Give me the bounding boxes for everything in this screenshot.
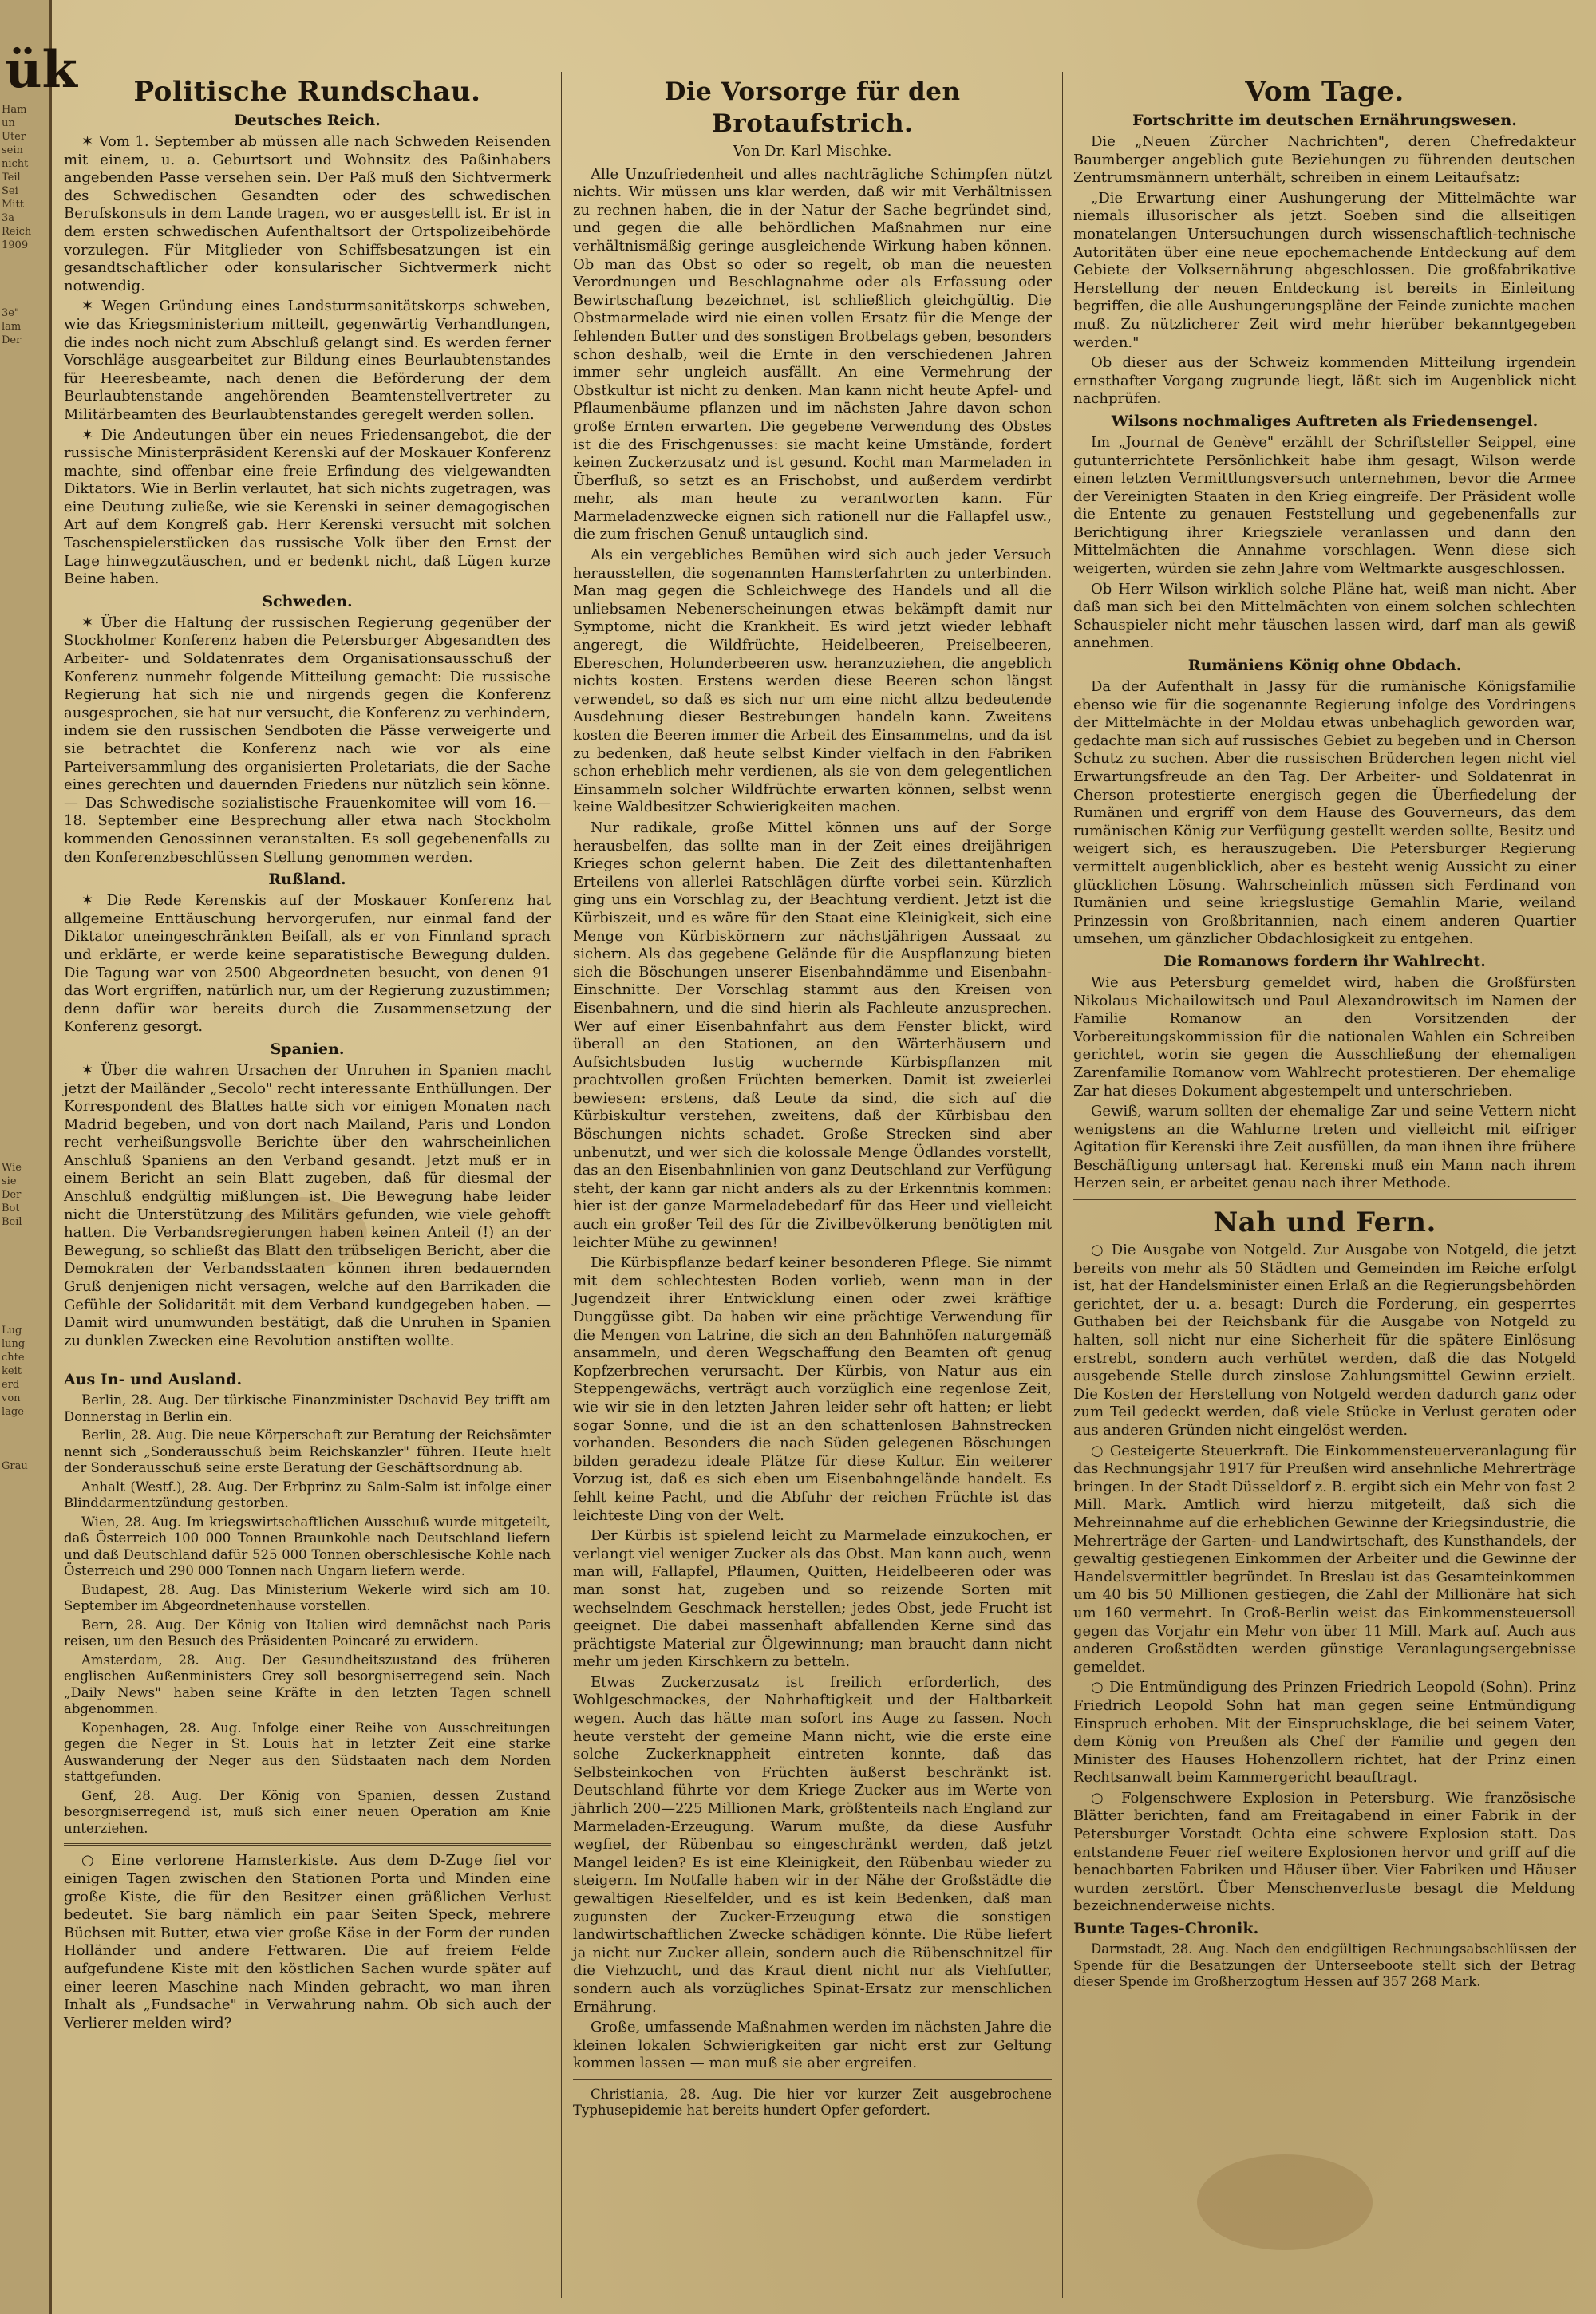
column-rule-2 bbox=[1062, 72, 1063, 2298]
column-rule-1 bbox=[561, 72, 562, 2298]
article-paragraph: Etwas Zuckerzusatz ist freilich erforderlich, des Wohlgeschmackes, der Nahrhaftigkeit und der Haltbarkeit wegen. Auch das hätte man sofort ins Auge zu fassen. Noch heute versteht der gemeine Mann nicht, wie die erste eine solche Zuckerknappheit eintreten konnte, daß das Selbsteinkochen von Früchten äußerst beschränkt ist. Deutschland führte vor dem Kriege Zucker aus im Werte von jährlich 200—225 Millionen Mark, größtenteils nach England zur Marmeladen-Erzeugung. Warum mußte, da diese Ausfuhr wegfiel, der Rübenbau so eingeschränkt werden, daß jetzt Mangel leiden? Es ist eine Kleinigkeit, den Rübenbau wieder zu steigern. Im Notfalle haben wir in der Nähe der Großstädte die gewaltigen Rieselfelder, und es ist kein Bedenken, daß man zugunsten der Zucker-Erzeugung etwa die sonstigen landwirtschaftlichen Zwecke schädigen könnte. Die Rübe liefert ja nicht nur Zucker allein, sondern auch die Rübenschnitzel für die Viehzucht, und das Kraut dient nicht nur als Viehfutter, sondern auch als vorzügliches Spinat-Ersatz zur menschlichen Ernährung. bbox=[573, 1673, 1052, 2016]
article-paragraph: ✶ Die Andeutungen über ein neues Friedensangebot, die der russische Ministerpräsident Kerenski auf der Moskauer Konferenz machte, sind offenbar eine freie Erfindung des vielgewandten Diktators. Wie in Berlin verlautet, hat sich nichts zugetragen, was eine Deutung zuließe, wie sie Kerenski in seiner demagogischen Art auf dem Kongreß gab. Herr Kerenski versucht mit solchen Taschenspielerstücken das russische Volk über den Ernst der Lage hinwegzutäuschen, und er bedenkt nicht, daß Lügen kurze Beine haben. bbox=[64, 426, 551, 588]
article-paragraph: ○ Die Entmündigung des Prinzen Friedrich Leopold (Sohn). Prinz Friedrich Leopold Sohn hat man gegen seine Entmündigung Einspruch erhoben. Mit der Einspruchsklage, die bei seinem Vater, dem König von Preußen als Chef der Familie und gegen den Minister des Hauses Hohenzollern richtet, hat der Prinz einen Rechtsanwalt beim Kammergericht beauftragt. bbox=[1073, 1679, 1576, 1787]
news-item: Anhalt (Westf.), 28. Aug. Der Erbprinz zu Salm-Salm ist infolge einer Blinddarmentzündung gestorben. bbox=[64, 1479, 551, 1511]
article-paragraph: ✶ Über die wahren Ursachen der Unruhen in Spanien macht jetzt der Mailänder „Secolo" recht interessante Enthüllungen. Der Korrespondent des Blattes hatte sich vor einigen Monaten nach Madrid begeben, und von dort nach Mailand, Paris und London recht verheißungsvolle Berichte über den wahrscheinlichen Anschluß Spaniens an den Verband gesandt. Jetzt muß er in einem Bericht an sein Blatt zugeben, daß für diesmal der Anschluß endgültig mißlungen ist. Die Bewegung habe leider nicht die Unterstützung des Militärs gefunden, wie viele gehofft hatten. Die Verbandsregierungen haben keinen Anteil (!) an der Bewegung, so schließt das Blatt den trübseligen Bericht, aber die Demokraten der Verbandsstaaten können ihren bedauernden Gruß denjenigen nicht versagen, welche auf den Barrikaden die Gefühle der Solidarität mit dem Verband kundgegeben haben. — Damit wird unumwunden bestätigt, daß die Unruhen in Spanien zu dunklen Zwecken eine Revolution anstiften wollte. bbox=[64, 1061, 551, 1349]
article-paragraph: Nur radikale, große Mittel können uns auf der Sorge herausbelfen, das sollte man in der Zeit eines dreijährigen Krieges schon gelernt haben. Die Zeit des dilettantenhaften Erteilens von allerlei Ratschlägen dürfte vorbei sein. Kürzlich ging uns ein Vorschlag zu, der Beachtung verdient. Jetzt ist die Kürbiszeit, und es wäre für den Staat eine Kleinigkeit, sich eine Menge von Kürbiskörnern zur nächstjährigen Aussaat zu sichern. Als das gegebene Gelände für die Auspflanzung bieten sich die Böschungen unserer Eisenbahndämme und Eisenbahn-Einschnitte. Der Vorschlag stammt aus den Kreisen von Eisenbahnern, und die sind hierin als Fachleute anzusprechen. Wer auf einer Eisenbahnfahrt aus dem Fenster blickt, wird überall an den Stationen, an den Wärterhäusern und Aufsichtsbuden lustig wuchernde Kürbispflanzen mit prachtvollen großen Früchten bemerken. Damit ist zweierlei bewiesen: erstens, daß Leute da sind, die sich auf die Kürbiskultur verstehen, zweitens, daß der Kürbisbau den Böschungen nichts schadet. Große Strecken sind aber unbenutzt, und wer sich die kolossale Menge Ödlandes vorstellt, das an den Eisenbahnlinien von ganz Deutschland zur Verfügung steht, der kann gar nicht anders als zu der Erkenntnis kommen: hier ist der ganze Marmeladebedarf für das Heer und vielleicht auch ein großer Teil des für die Zivilbevölkerung benötigten mit leichter Mühe zu gewinnen! bbox=[573, 819, 1052, 1251]
article-paragraph: Da der Aufenthalt in Jassy für die rumänische Königsfamilie ebenso wie für die sogenannte Regierung infolge des Vordringens der Mittelmächte in der Moldau etwas unbehaglich geworden war, gedachte man sich auf russisches Gebiet zu begeben und in Cherson Schutz zu suchen. Aber die russischen Brüderchen legen nicht viel Erwartungsfreude an den Tag. Der Arbeiter- und Soldatenrat in Cherson protestierte energisch gegen die Überfiedelung der Rumänen und ergriff von dem Hause des Gouverneurs, das dem rumänischen König zur Verfügung gestellt werden sollte, Besitz und weigert sich, es herauszugeben. Die Petersburger Regierung vermittelt augenblicklich, aber es besteht wenig Aussicht zu einer glücklichen Lösung. Wahrscheinlich müssen sich Ferdinand von Rumänien und seine kriegslustige Gemahlin Marie, weiland Prinzessin von Großbritannien, nach einem anderen Quartier umsehen, um gänzlicher Obdachlosigkeit zu entgehen. bbox=[1073, 678, 1576, 948]
subhead-romanows: Die Romanows fordern ihr Wahlrecht. bbox=[1163, 952, 1486, 970]
subhead-aus-in-und-ausland: Aus In- und Ausland. bbox=[64, 1371, 243, 1389]
article-paragraph: Als ein vergebliches Bemühen wird sich auch jeder Versuch herausstellen, die sogenannten Hamsterfahrten zu unterbinden. Man mag gegen die Schleichwege des Handels und all die unliebsamen Nebenerscheinungen etwas bekämpft damit nur Symptome, nicht die Krankheit. Es wird jetzt wieder lebhaft angeregt, die Wildfrüchte, Heidelbeeren, Preiselbeeren, Ebereschen, Holunderbeeren usw. heranzuziehen, die angeblich nichts kosten. Erstens werden diese Beeren schon längst verwendet, so daß es sich nur um eine nicht allzu bedeutende Ausdehnung dieser Bestrebungen handeln kann. Zweitens kosten die Beeren immer die Arbeit des Einsammelns, und da ist zu bedenken, daß heute selbst Kinder vielfach in den Fabriken schon erheblich mehr verdienen, als sie von dem gelegentlichen Einsammeln solcher Wildfrüchte erwarten können, selbst wenn keine Waldbesitzer Schwierigkeiten machen. bbox=[573, 547, 1052, 816]
news-item: Bern, 28. Aug. Der König von Italien wird demnächst nach Paris reisen, um den Besuch des Präsidenten Poincaré zu erwidern. bbox=[64, 1617, 551, 1649]
article-paragraph: Große, umfassende Maßnahmen werden im nächsten Jahre die kleinen lokalen Schwierigkeiten gar nicht erst zur Geltung kommen lassen — man muß sie aber ergreifen. bbox=[573, 2019, 1052, 2072]
column-politische-rundschau bbox=[64, 76, 551, 2302]
news-item: Berlin, 28. Aug. Die neue Körperschaft zur Beratung der Reichsämter nennt sich „Sonderausschuß beim Reichskanzler" führen. Heute hielt der Sonderausschuß seine erste Beratung der Geschäftsordnung ab. bbox=[64, 1427, 551, 1476]
news-item: Berlin, 28. Aug. Der türkische Finanzminister Dschavid Bey trifft am Donnerstag in Berlin ein. bbox=[64, 1392, 551, 1424]
news-item: Kopenhagen, 28. Aug. Infolge einer Reihe von Ausschreitungen gegen die Neger in St. Louis hat in letzter Zeit eine starke Auswanderung der Neger aus den Südstaaten nach dem Norden stattgefunden. bbox=[64, 1720, 551, 1785]
section-title-nah-und-fern: Nah und Fern. bbox=[1213, 1206, 1436, 1239]
adjacent-page-edge bbox=[0, 0, 77, 2314]
subhead-schweden: Schweden. bbox=[262, 592, 353, 610]
adjacent-page-text-fragments: Ham un Uter sein nicht Teil Sei Mitt 3a Reich 1909 3e" lam Der Wie sie Der Bot Beil Lug lung chte keit erd von lage Grau bbox=[2, 104, 32, 1472]
news-item: Budapest, 28. Aug. Das Ministerium Wekerle wird sich am 10. September im Abgeordnetenhause vorstellen. bbox=[64, 1581, 551, 1614]
article-paragraph: Ob dieser aus der Schweiz kommenden Mitteilung irgendein ernsthafter Vorgang zugrunde liegt, läßt sich im Augenblick nicht nachprüfen. bbox=[1073, 354, 1576, 408]
subhead-deutsches-reich: Deutsches Reich. bbox=[234, 112, 381, 129]
article-paragraph: ✶ Über die Haltung der russischen Regierung gegenüber der Stockholmer Konferenz haben die Petersburger Abgesandten des Arbeiter- und Soldatenrates dem Organisationsausschuß der Konferenz nunmehr folgende Mitteilung gemacht: Die russische Regierung hat sich nie und nirgends gegen die Konferenz ausgesprochen, sie hat nur versucht, die Konferenz zu verhindern, indem sie den russischen Sendboten die Pässe verweigerte und sie betrachtet die Konferenz nach wie vor als eine Parteiversammlung des organisierten Proletariats, die der Sache eines gerechten und dauernden Friedens nur nützlich sein könne. — Das Schwedische sozialistische Frauenkomitee will vom 16.—18. September eine Besprechung aller etwa nach Stockholm kommenden Genossinnen veranstalten. Es soll gegebenenfalls zu den Konferenzbeschlüssen Stellung genommen werden. bbox=[64, 614, 551, 866]
subhead-ernaehrungswesen: Fortschritte im deutschen Ernährungswesen. bbox=[1132, 112, 1517, 129]
subhead-rumaenien: Rumäniens König ohne Obdach. bbox=[1187, 657, 1462, 675]
divider bbox=[573, 2079, 1052, 2080]
article-paragraph: Der Kürbis ist spielend leicht zu Marmelade einzukochen, er verlangt viel weniger Zucker als das Obst. Man kann auch, wenn man will, Fallapfel, Pflaumen, Quitten, Heidelbeeren oder was man sonst hat, zugeben und so reizende Sorten mit wechselndem Geschmack herstellen; jedes Obst, jede Frucht ist geeignet. Die dabei massenhaft abfallenden Kerne sind das prächtigste Material zur Ölgewinnung; man braucht dann nicht mehr um jeden Kirschkern zu betteln. bbox=[573, 1527, 1052, 1671]
article-paragraph: Alle Unzufriedenheit und alles nachträgliche Schimpfen nützt nichts. Wir müssen uns klar werden, daß wir mit Verhältnissen zu rechnen haben, die in der Natur der Sache begründet sind, und gegen die alle behördlichen Maßnahmen nur eine verhältnismäßig geringe ausgleichende Wirkung haben können. Ob man das Obst so oder so regelt, ob man die neuesten Verordnungen und Beschlagnahme oder als Erfassung oder Bewirtschaftung bezeichnet, ist schließlich gleichgültig. Die Obstmarmelade wird nie einen vollen Ersatz für die Menge der fehlenden Butter und des sonstigen Brotbelags geben, besonders schon deshalb, weil die Ernte in den verschiedenen Jahren immer sehr ungleich ausfällt. An eine Vermehrung der Obstkultur ist nicht zu denken. Man kann nicht heute Apfel- und Pflaumenbäume pflanzen und im nächsten Jahre davon schon große Ernten erwarten. Die gegebene Verwendung des Obstes ist die des Frischgenusses: sie macht keine Umstände, fordert keinen Zuckerzusatz und ist gesund. Kocht man Marmeladen in Überfluß, so setzt es an Frischobst, und außerdem verdirbt mehr, als man heute zu verantworten kann. Für Marmeladenzwecke eignen sich rationell nur die Fallapfel usw., die zum frischen Genuß untauglich sind. bbox=[573, 165, 1052, 543]
article-paragraph: Die Kürbispflanze bedarf keiner besonderen Pflege. Sie nimmt mit dem schlechtesten Boden vorlieb, wenn man in der Jugendzeit ihrer Entwicklung einen oder zwei kräftige Dunggüsse gibt. Da haben wir eine prächtige Verwendung für die Mengen von Latrine, die sich an den Bahnhöfen naturgemäß ansammeln, und deren Wegschaffung den Beamten oft genug Kopfzerbrechen verursacht. Der Kürbis, von Natur aus ein Steppengewächs, verträgt auch vorzüglich eine regenlose Zeit, wie wir sie in den letzten Jahren leider sehr oft hatten; er liebt sogar Sonne, und die ist an den schattenlosen Bahnstrecken vorhanden. Besonders die nach Süden gelegenen Böschungen bilden geradezu ideale Plätze für diese Kultur. Ein weiterer Vorzug ist, daß es sich eben um Eisenbahngelände handelt. Es fehlt keine Pacht, und die Abfuhr der reichen Früchte ist das leichteste Ding von der Welt. bbox=[573, 1254, 1052, 1524]
news-item: Genf, 28. Aug. Der König von Spanien, dessen Zustand besorgniserregend ist, muß sich einer neuen Operation am Knie unterziehen. bbox=[64, 1787, 551, 1836]
article-paragraph: ○ Die Ausgabe von Notgeld. Zur Ausgabe von Notgeld, die jetzt bereits von mehr als 50 Städten und Gemeinden im Reiche erfolgt ist, hat der Handelsminister einen Erlaß an die Regierungsbehörden gerichtet, der u. a. besagt: Durch die Forderung, ein gesperrtes Guthaben bei der Reichsbank für die Ausgabe von Notgeld zu halten, soll nicht nur eine Sicherheit für die spätere Einlösung erstrebt, sondern auch verhütet werden, daß die das Notgeld ausgebende Stelle durch zinslose Zahlungsmittel Gewinn erzielt. Die Kosten der Herstellung von Notgeld werden dadurch ganz oder zum Teil gedeckt werden, daß viele Stücke in Verlust geraten oder aus anderen Gründen nicht eingelöst werden. bbox=[1073, 1242, 1576, 1439]
article-paragraph: ○ Eine verlorene Hamsterkiste. Aus dem D-Zuge fiel vor einigen Tagen zwischen den Stationen Porta und Minden eine große Kiste, die für den Besitzer einen gräßlichen Verlust bedeutet. Sie barg nämlich ein paar Seiten Speck, mehrere Büchsen mit Butter, etwa vier große Käse in der Form der runden Holländer und andere Fettwaren. Die auf freiem Felde aufgefundene Kiste mit den köstlichen Sachen wurde später auf einer leeren Maschine nach Minden gebracht, wo man ihren Inhalt als „Fundsache" in Verwahrung nahm. Ob sich auch der Verlierer melden wird? bbox=[64, 1852, 551, 2032]
article-paragraph: ○ Gesteigerte Steuerkraft. Die Einkommensteuerveranlagung für das Rechnungsjahr 1917 für Preußen wird ansehnliche Mehrerträge bringen. In der Stadt Düsseldorf z. B. ergibt sich ein Mehr von fast 2 Mill. Mark. Amtlich wird hierzu mitgeteilt, daß sich die Mehreinnahme auf die erheblichen Gewinne der Kriegsindustrie, die Mehrerträge der Garten- und Landwirtschaft, des Kunsthandels, der gewaltig gestiegenen Einkommen der Arbeiter und die Gewinne der Handelsvermittler begründet. In Breslau ist das Gesamteinkommen um 40 bis 50 Millionen gestiegen, die Zahl der Millionäre hat sich um 160 vermehrt. In Groß-Berlin weist das Einkommensteuersoll gegen das Vorjahr ein Mehr von über 11 Mill. Mark auf. Auch aus anderen Großstädten werden günstige Veranlagungsergebnisse gemeldet. bbox=[1073, 1442, 1576, 1676]
news-item: Amsterdam, 28. Aug. Der Gesundheitszustand des früheren englischen Außenministers Grey soll besorgniserregend sein. Nach „Daily News" haben seine Kräfte in den letzten Tagen schnell abgenommen. bbox=[64, 1652, 551, 1717]
article-paragraph: ✶ Die Rede Kerenskis auf der Moskauer Konferenz hat allgemeine Enttäuschung hervorgerufen, nur einmal fand der Diktator uneingeschränkten Beifall, als er von Finnland sprach und erklärte, er werde keine separatistische Bewegung dulden. Die Tagung war von 2500 Abgeordneten besucht, von denen 91 das Wort ergriffen, natürlich nur, um der Regierung zuzustimmen; denn dafür war bereits durch die Zusammensetzung der Konferenz gesorgt. bbox=[64, 892, 551, 1036]
article-title-brotaufstrich: Die Vorsorge für den Brotaufstrich. bbox=[664, 77, 961, 138]
article-paragraph: Die „Neuen Zürcher Nachrichten", deren Chefredakteur Baumberger angeblich gute Beziehungen zu führenden deutschen Zentrumsmännern unterhält, schreiben in einem Leitaufsatz: bbox=[1073, 133, 1576, 187]
column-vom-tage bbox=[1073, 76, 1576, 2302]
article-paragraph: „Die Erwartung einer Aushungerung der Mittelmächte war niemals illusorischer als jetzt. Soeben sind die allseitigen monatelangen Untersuchungen durch wissenschaftlich-technische Autoritäten über eine neue epochemachende Entdeckung auf dem Gebiete der Volksernährung abgeschlossen. Die großfabrikative Herstellung der neuen Entdeckung ist bereits in Einleitung begriffen, die alle Aushungerungspläne der Feinde zunichte machen muß. Zu nützlicherer Zeit wird mehr hierüber bekanntgegeben werden." bbox=[1073, 189, 1576, 351]
news-item: Wien, 28. Aug. Im kriegswirtschaftlichen Ausschuß wurde mitgeteilt, daß Österreich 100 000 Tonnen Braunkohle nach Deutschland liefern und daß Deutschland dafür 525 000 Tonnen oberschlesische Kohle nach Österreich und 290 000 Tonnen nach Ungarn liefern werde. bbox=[64, 1514, 551, 1579]
section-title-vom-tage: Vom Tage. bbox=[1245, 76, 1404, 108]
article-paragraph: Im „Journal de Genève" erzählt der Schriftsteller Seippel, eine gutunterrichtete Persönlichkeit habe ihm gesagt, Wilson werde einen letzten Vermittlungsversuch unternehmen, bevor die Armee der Vereinigten Staaten in den Krieg eingreife. Der Präsident wolle die Entente zu genauen Feststellung und gegebenenfalls zur Berichtigung ihrer Kriegsziele veranlassen und dann den Mittelmächten die Annahme vorschlagen. Wenn diese sich weigerten, würden sie zehn Jahre vom Weltmarkte ausgeschlossen. bbox=[1073, 433, 1576, 578]
news-item: Darmstadt, 28. Aug. Nach den endgültigen Rechnungsabschlüssen der Spende für die Besatzungen der Unterseeboote stellt sich der Betrag dieser Spende im Großherzogtum Hessen auf 357 268 Mark. bbox=[1073, 1941, 1576, 1990]
paper-stain bbox=[1197, 2154, 1373, 2250]
divider bbox=[64, 1843, 551, 1846]
news-item: Christiania, 28. Aug. Die hier vor kurzer Zeit ausgebrochene Typhusepidemie hat bereits hundert Opfer gefordert. bbox=[573, 2086, 1052, 2119]
article-paragraph: Gewiß, warum sollten der ehemalige Zar und seine Vettern nicht wenigstens an die Wahlurne treten und vielleicht mit eifriger Agitation für Kerenski ihre Zeit ausfüllen, da man ihnen ihre frühere Beschäftigung untersagt hat. Kerenski muß ein Mann nach ihrem Herzen sein, er arbeitet genau nach ihrer Methode. bbox=[1073, 1103, 1576, 1192]
article-author: Von Dr. Karl Mischke. bbox=[733, 143, 892, 160]
subhead-bunte-tages-chronik: Bunte Tages-Chronik. bbox=[1073, 1920, 1259, 1938]
subhead-spanien: Spanien. bbox=[270, 1040, 345, 1058]
article-paragraph: ✶ Vom 1. September ab müssen alle nach Schweden Reisenden mit einem, u. a. Geburtsort und Wohnsitz des Paßinhabers angebenden Passe versehen sein. Der Paß muß den Sichtvermerk des Schwedischen Gesandten oder des schwedischen Berufskonsuls in dem Lande tragen, wo er ausgestellt ist. Er ist in dem ersten schwedischen Aufenthaltsort der Ortspolizeibehörde vorzulegen. Für Mitglieder von Schiffsbesatzungen ist ein gesandtschaftlicher oder konsularischer Sichtvermerk nicht notwendig. bbox=[64, 133, 551, 294]
divider bbox=[1073, 1199, 1576, 1200]
subhead-wilson: Wilsons nochmaliges Auftreten als Friedensengel. bbox=[1111, 412, 1539, 430]
article-paragraph: ✶ Wegen Gründung eines Landsturmsanitätskorps schweben, wie das Kriegsministerium mitteilt, gegenwärtig Verhandlungen, die indes noch nicht zum Abschluß gelangt sind. Es werden ferner Vorschläge ausgearbeitet zur Bildung eines Beurlaubtenstandes für Heeresbeamte, nach denen die Beförderung der dem Beurlaubtenstande angehörenden Beamtenstellvertreter zu Militärbeamten des Beurlaubtenstandes geregelt werden sollen. bbox=[64, 298, 551, 423]
article-paragraph: ○ Folgenschwere Explosion in Petersburg. Wie französische Blätter berichten, fand am Freitagabend in einer Fabrik in der Petersburger Vorstadt Ochta eine schwere Explosion statt. Das entstandene Feuer rief weitere Explosionen hervor und griff auf die benachbarten Fabriken und Häuser über. Vier Fabriken und Häuser wurden zerstört. Über Menschenverluste besagt die Meldung bezeichnenderweise nichts. bbox=[1073, 1789, 1576, 1915]
adjacent-page-heading-fragment: ük bbox=[5, 40, 77, 100]
paper-stain bbox=[239, 1197, 367, 1269]
section-title-politische-rundschau: Politische Rundschau. bbox=[133, 76, 481, 108]
article-paragraph: Wie aus Petersburg gemeldet wird, haben die Großfürsten Nikolaus Michailowitsch und Paul Alexandrowitsch im Namen der Familie Romanow an den Vorsitzenden der Vorbereitungskommission für die nationalen Wahlen ein Schreiben gerichtet, worin sie gegen die Ausschließung der ehemaligen Zarenfamilie Romanow vom Wahlrecht protestieren. Der ehemalige Zar hat dieses Dokument abgestempelt und unterschrieben. bbox=[1073, 973, 1576, 1100]
subhead-russland: Rußland. bbox=[268, 871, 346, 889]
article-paragraph: Ob Herr Wilson wirklich solche Pläne hat, weiß man nicht. Aber daß man sich bei den Mittelmächten von einem solchen schlechten Schauspieler nicht mehr täuschen lassen wird, darf man als gewiß annehmen. bbox=[1073, 580, 1576, 652]
column-brotaufstrich bbox=[573, 76, 1052, 2302]
